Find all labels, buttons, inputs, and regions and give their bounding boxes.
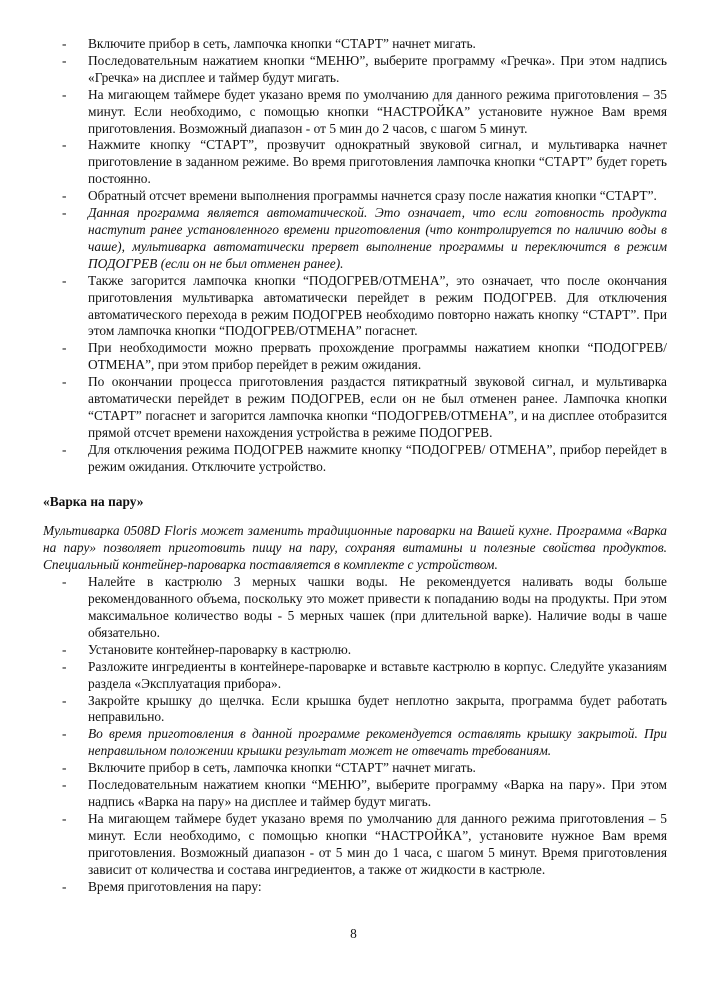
list-item: - По окончании процесса приготовления раздастся пятикратный звуковой сигнал, и мультиварка автоматически перейдет в режим ПОДОГРЕВ, если он не был отменен ранее. Лампочка кнопки “СТАРТ” погаснет и загорится лампочка кнопки “ПОДОГРЕВ/ОТМЕНА”, и на дисплее отобразится прямой отсчет времени нахождения устройства в режиме ПОДОГРЕВ. bbox=[43, 374, 667, 442]
list-item: - Включите прибор в сеть, лампочка кнопки “СТАРТ” начнет мигать. bbox=[43, 36, 667, 53]
steam-steps-list bbox=[43, 574, 667, 895]
list-item: - Последовательным нажатием кнопки “МЕНЮ”, выберите программу «Гречка». При этом надпись «Гречка» на дисплее и таймер будут мигать. bbox=[43, 53, 667, 87]
list-item: - На мигающем таймере будет указано время по умолчанию для данного режима приготовления – 5 минут. Если необходимо, с помощью кнопки “НАСТРОЙКА”, установите нужное Вам время приготовления. Возможный диапазон - от 5 мин до 1 часа, с шагом 5 минут. Время приготовления зависит от количества и состава ингредиентов, а также от жидкости в кастрюле. bbox=[43, 811, 667, 879]
list-item: - На мигающем таймере будет указано время по умолчанию для данного режима приготовления – 35 минут. Если необходимо, с помощью кнопки “НАСТРОЙКА” установите нужное Вам время приготовления. Возможный диапазон - от 5 мин до 2 часов, с шагом 5 минут. bbox=[43, 87, 667, 138]
document-page bbox=[43, 36, 667, 895]
list-item: - Закройте крышку до щелчка. Если крышка будет неплотно закрыта, программа будет работать неправильно. bbox=[43, 693, 667, 727]
list-item: - Разложите ингредиенты в контейнере-пароварке и вставьте кастрюлю в корпус. Следуйте указаниям раздела «Эксплуатация прибора». bbox=[43, 659, 667, 693]
section-title: «Варка на пару» bbox=[43, 493, 144, 509]
list-item: - Установите контейнер-пароварку в кастрюлю. bbox=[43, 642, 667, 659]
list-item: - При необходимости можно прервать прохождение программы нажатием кнопки “ПОДОГРЕВ/ОТМЕНА”, при этом прибор перейдет в режим ожидания. bbox=[43, 340, 667, 374]
list-item: - Нажмите кнопку “СТАРТ”, прозвучит однократный звуковой сигнал, и мультиварка начнет приготовление в заданном режиме. Во время приготовления лампочка кнопки “СТАРТ” будет гореть постоянно. bbox=[43, 137, 667, 188]
list-item-note: - Во время приготовления в данной программе рекомендуется оставлять крышку закрытой. При неправильном положении крышки результат может не отвечать требованиям. bbox=[43, 726, 667, 760]
list-item: - Включите прибор в сеть, лампочка кнопки “СТАРТ” начнет мигать. bbox=[43, 760, 667, 777]
cooking-steps-list bbox=[43, 36, 667, 476]
list-item: - Для отключения режима ПОДОГРЕВ нажмите кнопку “ПОДОГРЕВ/ ОТМЕНА”, прибор перейдет в режим ожидания. Отключите устройство. bbox=[43, 442, 667, 476]
list-item: - Налейте в кастрюлю 3 мерных чашки воды. Не рекомендуется наливать воды больше рекомендованного объема, поскольку это может привести к попаданию воды на продукты. При этом максимальное количество воды - 5 мерных чашек (при длительной варке). Наличие воды в чаше обязательно. bbox=[43, 574, 667, 642]
list-item: - Время приготовления на пару: bbox=[43, 879, 667, 896]
list-item: - Последовательным нажатием кнопки “МЕНЮ”, выберите программу «Варка на пару». При этом надпись «Варка на пару» на дисплее и таймер будут мигать. bbox=[43, 777, 667, 811]
list-item-note: - Данная программа является автоматической. Это означает, что если готовность продукта наступит ранее установленного времени приготовления (что контролируется по наличию воды в чаше), мультиварка автоматически прервет выполнение программы и переключится в режим ПОДОГРЕВ (если он не был отменен ранее). bbox=[43, 205, 667, 273]
list-item: - Также загорится лампочка кнопки “ПОДОГРЕВ/ОТМЕНА”, это означает, что после окончания приготовления мультиварка автоматически перейдет в режим ПОДОГРЕВ. Для отключения автоматического перехода в режим ПОДОГРЕВ необходимо повторно нажать кнопку “СТАРТ”. При этом лампочка кнопки “ПОДОГРЕВ/ОТМЕНА” погаснет. bbox=[43, 273, 667, 341]
list-item: - Обратный отсчет времени выполнения программы начнется сразу после нажатия кнопки “СТАРТ”. bbox=[43, 188, 667, 205]
page-number: 8 bbox=[350, 926, 357, 941]
section-intro: Мультиварка 0508D Floris может заменить традиционные пароварки на Вашей кухне. Программа «Варка на пару» позволяет приготовить пищу на пару, сохраняя витамины и полезные свойства продуктов. Специальный контейнер-пароварка поставляется в комплекте с устройством. bbox=[43, 523, 667, 573]
